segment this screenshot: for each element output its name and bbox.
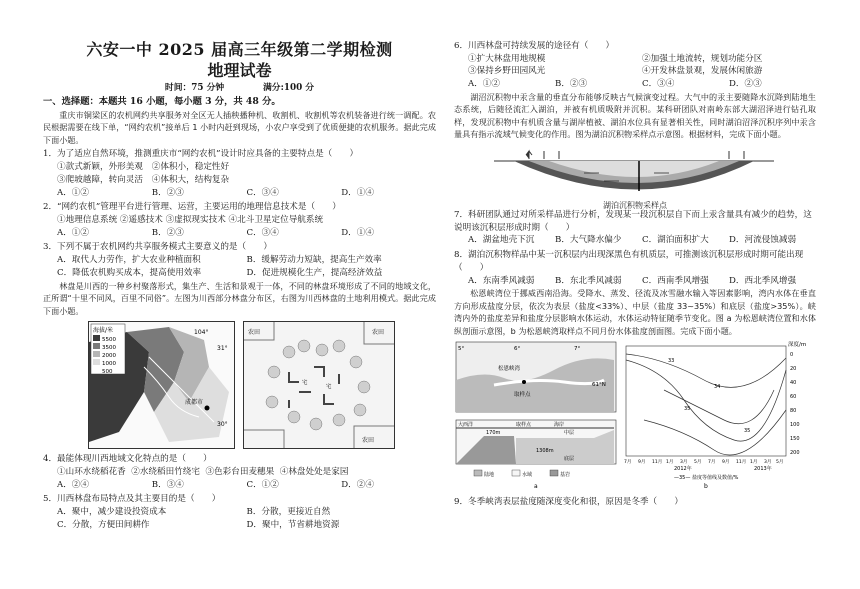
elevation-map-svg	[89, 322, 234, 448]
option-c[interactable]: C．降低农机购买成本，提高使用效率	[57, 267, 202, 278]
option-d[interactable]: D．②④	[341, 479, 374, 490]
layer-label: 底层	[564, 456, 575, 463]
answer-options	[43, 187, 436, 200]
legend-value: 5500	[102, 337, 116, 344]
depth-label: 1308m	[536, 448, 554, 455]
option-a[interactable]: A．①②	[57, 227, 89, 238]
exam-time: 时间：75 分钟	[164, 83, 225, 93]
option-a[interactable]: A．湖盆地壳下沉	[468, 235, 535, 246]
lon-label: 6°	[514, 346, 521, 353]
item: ①款式新颖，外形美观	[57, 162, 143, 173]
item: ②加强土地流转，规划功能分区	[642, 53, 763, 64]
fjord-figure-b	[624, 340, 816, 490]
figure-a-caption: a	[534, 483, 538, 491]
fjord-label: 松恩峡湾	[498, 366, 521, 373]
option-c[interactable]: C．①②	[246, 479, 279, 490]
x-tick: 3月	[680, 460, 688, 466]
question-5	[43, 493, 436, 531]
isoline-label: 35	[684, 406, 691, 413]
answer-options	[43, 227, 436, 240]
option-c[interactable]: C．③④	[246, 187, 279, 198]
item: ④开发林盘景观，发展休闲旅游	[642, 66, 763, 77]
option-d[interactable]: D．西北季风增强	[729, 275, 797, 286]
y-tick: 100	[790, 422, 800, 429]
item: ③爬坡越障，转向灵活	[57, 174, 143, 185]
answer-options	[454, 234, 816, 247]
option-a[interactable]: A．②④	[57, 479, 89, 490]
legend-value: 3500	[102, 345, 116, 352]
land-use-svg	[244, 322, 394, 448]
lat-label: 61°N	[592, 382, 606, 389]
item: ④林盘处处是家园	[279, 466, 349, 477]
option-c[interactable]: C．③④	[642, 79, 675, 90]
exam-title: 六安一中 2025 届高三年级第二学期检测	[86, 40, 393, 59]
question-stem: 7．科研团队通过对所采样品进行分析，发现某一段沉积层自下而上汞含量具有减少的趋势，这说明该沉积层形成时期（ ）	[454, 210, 812, 233]
question-3	[43, 241, 436, 279]
y-tick: 150	[790, 436, 800, 443]
x-tick: 7月	[708, 460, 716, 466]
x-tick: 5月	[776, 460, 784, 466]
question-stem: 9．冬季峡湾表层盐度随深度变化和很，原因是冬季（ ）	[454, 497, 683, 508]
question-stem: 5．川西林盘布局特点及其主要目的是（ ）	[43, 494, 221, 505]
legend-label: 水域	[522, 472, 533, 479]
option-c[interactable]: C．湖泊面积扩大	[642, 235, 709, 246]
question-9	[454, 496, 816, 509]
legend-value: 2000	[102, 353, 116, 360]
city-label: 成都市	[185, 399, 204, 407]
option-d[interactable]: D．河流侵蚀减弱	[729, 235, 797, 246]
longitude-label: 104°	[194, 329, 209, 337]
question-stem: 3．下列不属于农机网约共享服务模式主要意义的是（ ）	[43, 242, 272, 253]
option-b[interactable]: B．大气降水偏少	[555, 235, 622, 246]
sample-label: 取样点	[516, 422, 532, 429]
passage-2: 林盘是川西的一种乡村聚落形式，集生产、生活和景观于一体，不同的林盘环境形成了不同的地域文化，正所谓“十里不同风，百里不同俗”。左图为川西部分林盘分布区，右图为川西林盘的土地利用模式。据此完成下面小题。	[43, 280, 436, 316]
question-stem: 6．川西林盘可持续发展的途径有（ ）	[454, 41, 615, 51]
x-tick: 9月	[722, 460, 730, 466]
legend-label: 基岩	[560, 472, 571, 479]
option-b[interactable]: B．②③	[555, 79, 588, 90]
lake-svg	[454, 143, 816, 195]
isoline-legend: —35— 盐度等值线及数值/%	[674, 475, 739, 482]
lake-caption: 湖泊沉积物采样点	[603, 200, 667, 210]
exam-meta	[43, 82, 436, 95]
lon-label: 7°	[574, 346, 581, 353]
option-d[interactable]: D．①④	[341, 227, 374, 238]
right-column	[454, 0, 816, 509]
option-b[interactable]: B．东北季风减弱	[555, 275, 622, 286]
land-use-map	[243, 321, 395, 449]
isoline-label: 33	[668, 358, 675, 365]
question-6	[454, 40, 816, 91]
section-heading: 一、选择题：本题共 16 小题，每小题 3 分，共 48 分。	[43, 96, 281, 108]
isoline-label: 34	[714, 384, 721, 391]
passage-4: 松恩峡湾位于挪威西南沿海。受降水、蒸发、径流及冰雪融水输入等因素影响，湾内水体在垂直方向形成盐度分层，依次为表层（盐度<33%）、中层（盐度 33~35%）和底层（盐度>35%）。峡湾内外的盐度差异和盐度分层影响水体运动，水体运动特征随季节变化。图 a 为松恩峡湾位置和水体纵剖面示意图，b 为松恩峡湾取样点不同月份水体盐度剖面图。完成下面小题。	[454, 288, 816, 336]
question-8	[454, 249, 816, 287]
legend-value: 500	[102, 369, 113, 376]
question-items	[43, 161, 436, 174]
option-d[interactable]: D．②③	[729, 79, 762, 90]
legend-value: 1000	[102, 361, 116, 368]
depth-label: 170m	[486, 430, 501, 437]
legend-title: 海拔/米	[93, 327, 114, 335]
question-items	[43, 466, 436, 479]
layer-label: 中层	[564, 430, 575, 437]
option-a[interactable]: A．①②	[57, 187, 89, 198]
question-7	[454, 209, 816, 247]
legend-label: 陆地	[484, 472, 495, 479]
option-b[interactable]: B．③④	[151, 479, 184, 490]
y-tick: 40	[790, 380, 797, 387]
y-tick: 0	[790, 352, 794, 359]
answer-options	[43, 254, 436, 279]
y-tick: 200	[790, 450, 800, 457]
linpan-figures	[43, 321, 436, 449]
question-2	[43, 201, 436, 239]
x-tick: 3月	[764, 460, 772, 466]
y-tick: 20	[790, 366, 797, 373]
question-stem: 8．湖泊沉积物样品中某一沉积层内出现深黑色有机质层，可推测该沉积层形成时期可能出现（ ）	[454, 250, 804, 273]
land-label: 宅	[326, 384, 332, 391]
x-tick: 9月	[638, 460, 646, 466]
y-tick: 80	[790, 408, 797, 415]
question-items	[43, 174, 436, 187]
isoline-label: 35	[744, 428, 751, 435]
item: ②遥感技术	[119, 214, 163, 225]
option-c[interactable]: C．③④	[246, 227, 279, 238]
x-tick: 11月	[736, 460, 747, 466]
item: ③色彩台田麦穗果	[205, 466, 275, 477]
option-d[interactable]: D．促进规模化生产，提高经济效益	[246, 267, 383, 278]
y-axis-label: 深度/m	[788, 342, 807, 349]
question-items	[454, 53, 816, 78]
elevation-map	[88, 321, 235, 449]
option-a[interactable]: A．①②	[468, 79, 500, 90]
x-tick: 1月	[666, 460, 674, 466]
latitude-label: 31°	[217, 345, 228, 353]
item: ④体积大，结构复杂	[151, 174, 230, 185]
fjord-figure-a	[454, 340, 620, 490]
left-column	[43, 0, 436, 531]
answer-options	[454, 275, 816, 288]
item: ①山环水绕稻花香	[57, 466, 126, 477]
item: ②体积小，稳定性好	[151, 162, 230, 173]
item: ④北斗卫星定位导航系统	[228, 214, 324, 225]
option-b[interactable]: B．分散，更接近自然	[246, 507, 331, 518]
y-ticks	[790, 352, 800, 456]
option-d[interactable]: D．①④	[341, 187, 374, 198]
question-stem: 1．为了适应自然环境，推测重庆市“网约农机”设计时应具备的主要特点是（ ）	[43, 149, 359, 160]
exam-score: 满分:100 分	[263, 83, 315, 93]
fjord-figures	[454, 340, 816, 496]
x-tick: 1月	[750, 460, 758, 466]
exam-subtitle: 地理试卷	[207, 61, 272, 80]
option-b[interactable]: B．②③	[151, 187, 184, 198]
option-b[interactable]: B．缓解劳动力短缺，提高生产效率	[246, 255, 382, 266]
x-tick: 7月	[624, 460, 632, 466]
land-label: 农田	[248, 329, 261, 337]
sample-label: 取样点	[514, 392, 531, 399]
figure-b-caption: b	[704, 483, 708, 491]
question-items	[43, 214, 436, 227]
option-d[interactable]: D．聚中，节省耕地资源	[246, 519, 340, 530]
x-tick: 5月	[694, 460, 702, 466]
option-c[interactable]: C．西南季风增强	[642, 275, 709, 286]
item: ②水绕稻田竹绕宅	[131, 466, 200, 477]
land-label: 农田	[362, 437, 375, 445]
item: ①扩大林盘用地规模	[468, 53, 546, 64]
year-label: 2012年	[674, 466, 692, 473]
option-a[interactable]: A．东南季风减弱	[468, 275, 535, 286]
answer-options	[454, 78, 816, 91]
land-label: 农田	[372, 329, 385, 337]
question-4	[43, 453, 436, 491]
option-b[interactable]: B．②③	[151, 227, 184, 238]
land-label: 宅	[302, 380, 308, 387]
passage-3: 湖沼沉积物中汞含量的垂直分布能够反映古气候演变过程。大气中的汞主要随降水沉降到陆地生态系统，后随径流汇入湖泊，并被有机质吸附并沉积。某科研团队对南岭东部大湖沼泽进行钻孔取样，发现沉积物中有机质含量与湖岸植被、湖泊水位具有显著相关性，同时湖泊沼泽沉积序列中汞含量具有指示流域气候变化的作用。图为湖泊沉积物采样点示意图。根据材料，完成下面小题。	[454, 91, 816, 140]
item: ③虚拟现实技术	[165, 214, 226, 225]
x-tick: 11月	[652, 460, 663, 466]
y-tick: 60	[790, 394, 797, 401]
year-label: 2013年	[754, 466, 772, 473]
option-c[interactable]: C．分散，方便田间耕作	[57, 519, 150, 530]
question-stem: 2．“网约农机”管理平台进行管理、运营，主要运用的地理信息技术是（ ）	[43, 202, 341, 213]
item: ①地理信息系统	[57, 214, 118, 225]
lon-label: 5°	[458, 346, 465, 353]
question-stem: 4．最能体现川西地域文化特点的是（ ）	[43, 454, 212, 465]
option-a[interactable]: A．取代人力劳作，扩大农业种植面积	[57, 255, 201, 266]
x-ticks	[624, 458, 783, 465]
coast-label: 海岸	[554, 422, 565, 429]
sea-label: 大西洋	[458, 422, 474, 429]
lake-figure	[454, 143, 816, 210]
latitude-label: 30°	[217, 421, 228, 429]
item: ③保持乡野田园风光	[468, 66, 546, 77]
answer-options	[43, 506, 436, 531]
question-1	[43, 148, 436, 199]
passage-1: 重庆市铜梁区的农机网约共享服务对全区无人插秧播种机、收割机、收割机等农机装备进行统一调配。农民根据需要在线下单，“网约农机”接单后 1 小时内赶到现场，小农户享受到了优质便捷的农机服务。据此完成下面小题。	[43, 109, 436, 145]
answer-options	[43, 479, 436, 492]
option-a[interactable]: A．聚中，减少建设投资成本	[57, 507, 167, 518]
